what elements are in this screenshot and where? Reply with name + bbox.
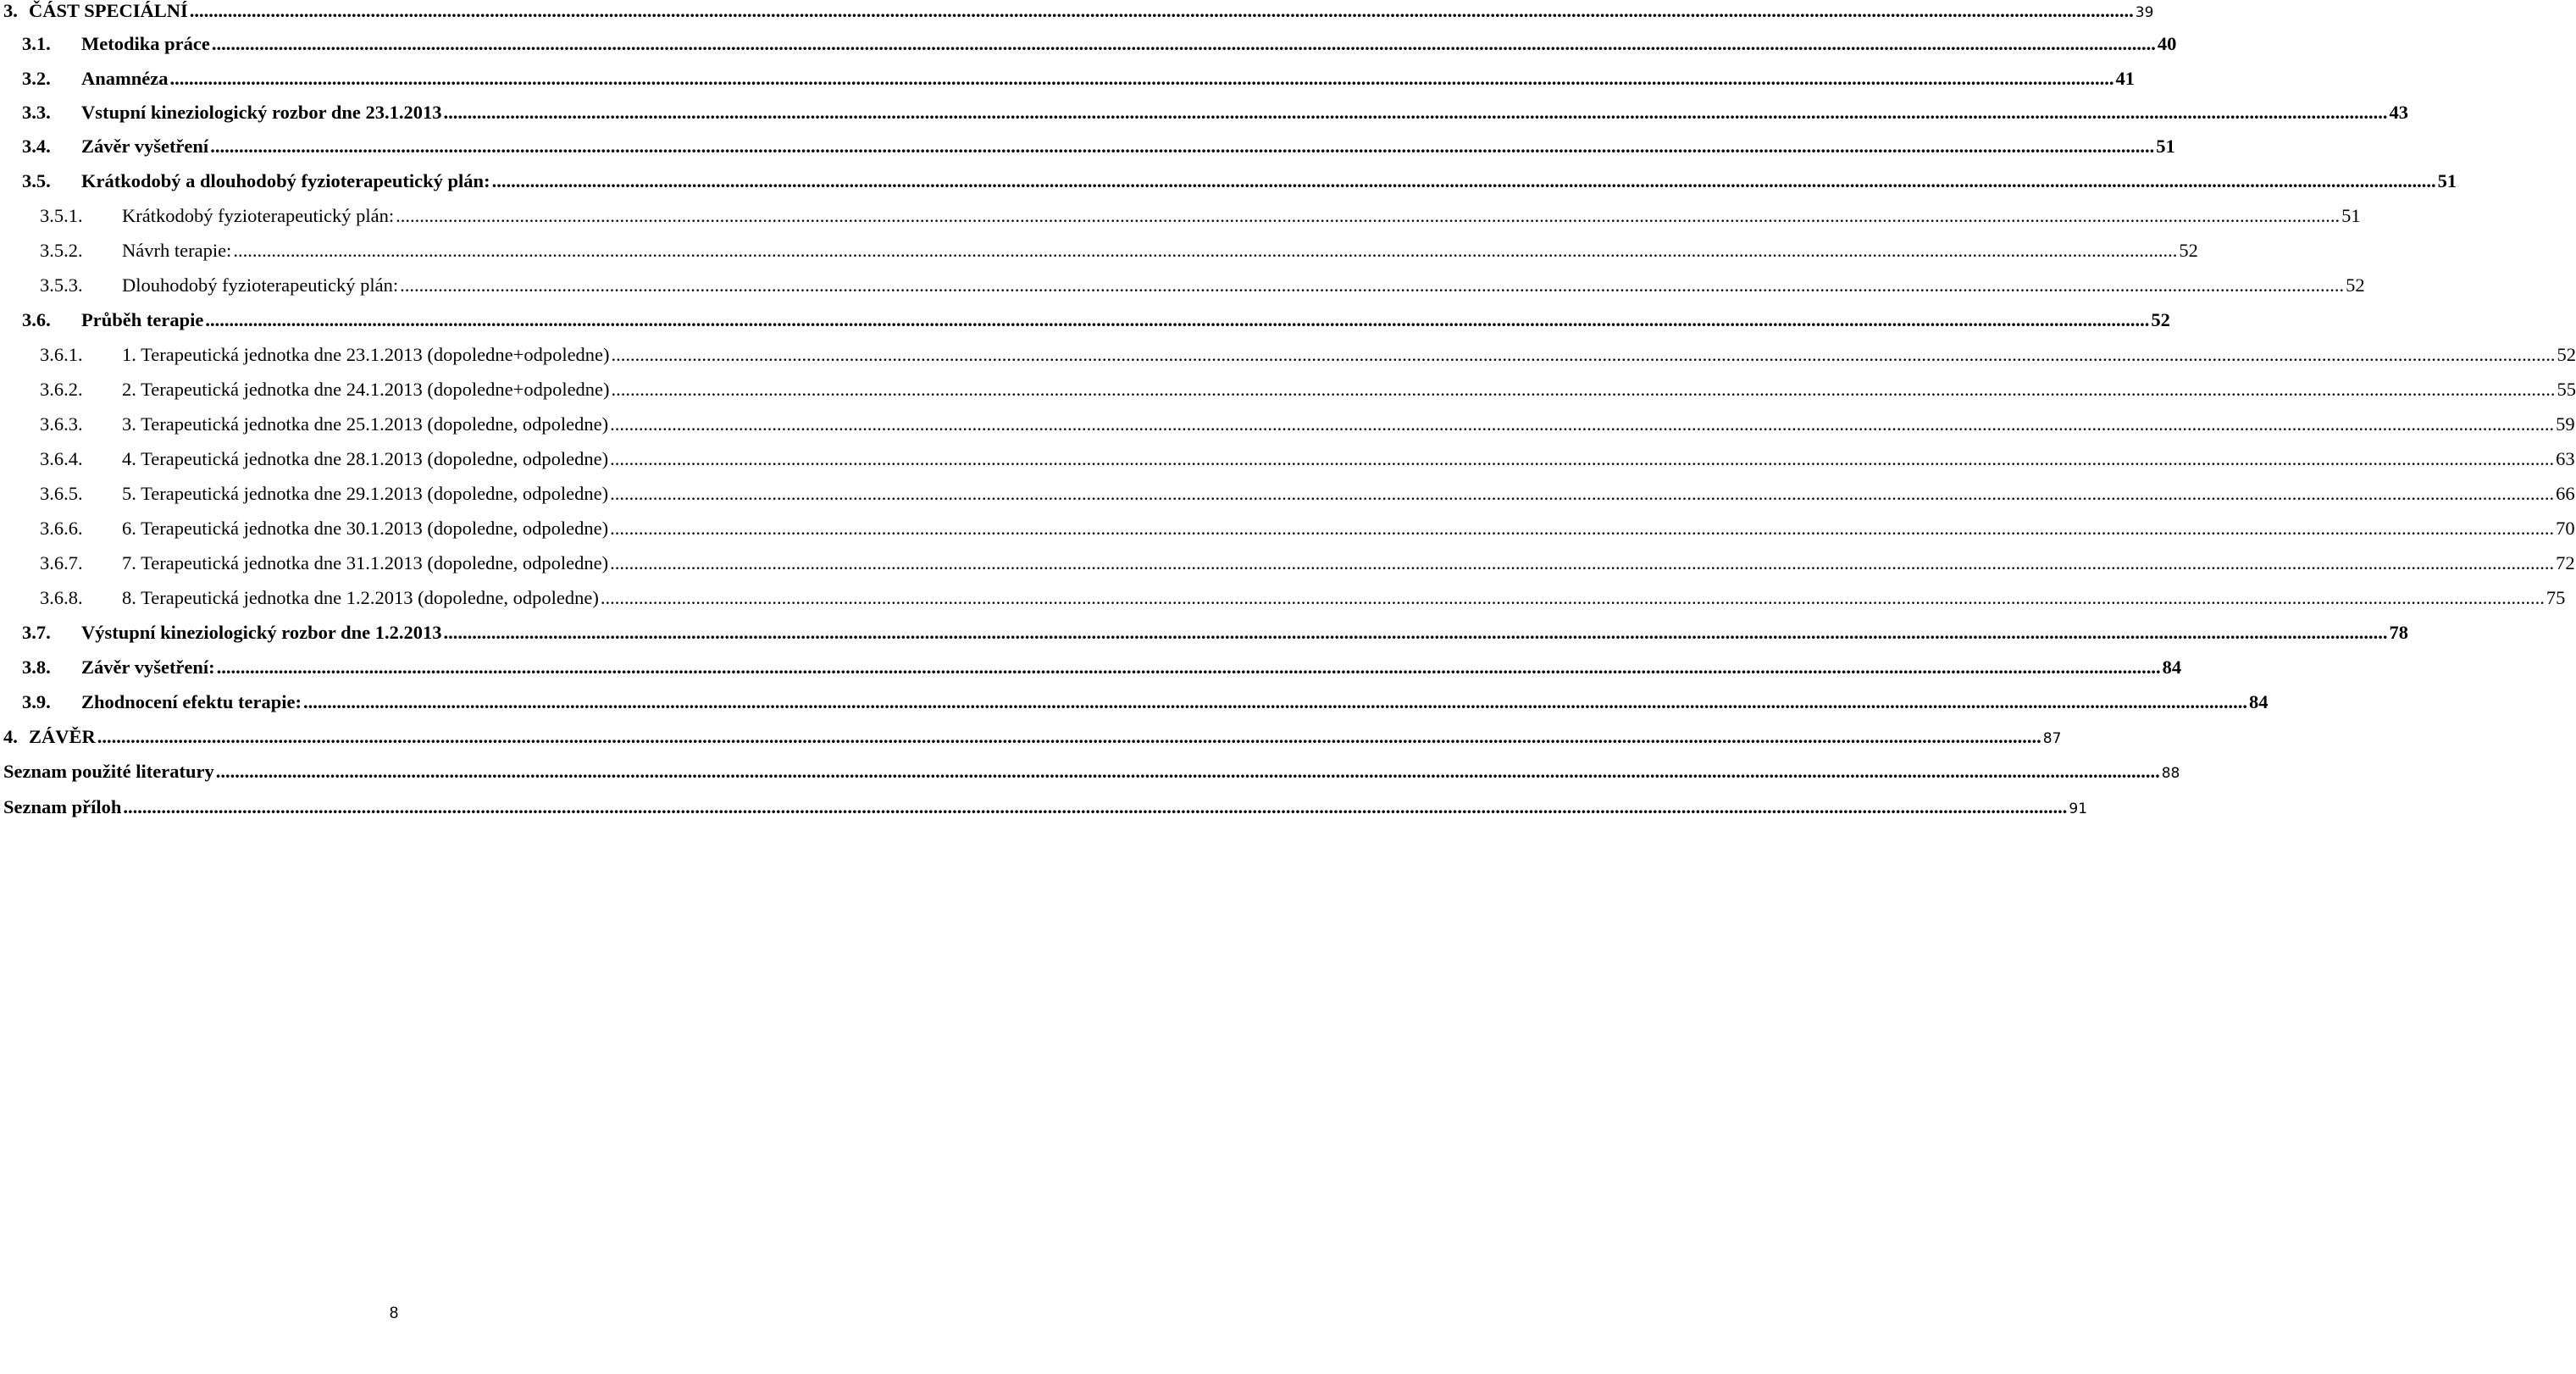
toc-entry-page: 75: [2546, 587, 2566, 608]
toc-entry-page: 52: [2557, 344, 2576, 365]
toc-entry-title: Seznam použité literatury: [3, 761, 214, 782]
dot-leader: [216, 761, 2160, 783]
toc-entry-number: 3.7.: [22, 622, 51, 643]
toc-entry-title: 6. Terapeutická jednotka dne 30.1.2013 (dopoledne, odpoledne): [122, 518, 609, 539]
dot-leader: [610, 483, 2554, 505]
toc-entry[interactable]: [0, 344, 2576, 378]
toc-entry-title: Krátkodobý a dlouhodobý fyzioterapeutický plán:: [81, 170, 490, 191]
toc-entry[interactable]: [0, 552, 2575, 586]
toc-entry-page: 84: [2248, 691, 2269, 712]
dot-leader: [396, 205, 2340, 227]
toc-entry-page: 63: [2556, 448, 2575, 469]
toc-entry-number: 3.6.8.: [40, 587, 83, 608]
toc-entry-page: 52: [2151, 309, 2170, 330]
dot-leader: [443, 622, 2387, 644]
toc-entry[interactable]: [0, 309, 2170, 343]
toc-entry-title: 8. Terapeutická jednotka dne 1.2.2013 (dopoledne, odpoledne): [122, 587, 599, 608]
toc-entry[interactable]: [0, 240, 2198, 274]
toc-entry-page: 87: [2042, 730, 2062, 747]
toc-entry[interactable]: [0, 657, 2182, 690]
toc-entry[interactable]: [0, 379, 2576, 413]
toc-entry-title: 5. Terapeutická jednotka dne 29.1.2013 (dopoledne, odpoledne): [122, 483, 609, 504]
toc-entry-title: Metodika práce: [81, 33, 210, 54]
dot-leader: [610, 518, 2554, 540]
dot-leader: [492, 170, 2436, 192]
toc-entry-page: 51: [2156, 136, 2175, 157]
toc-entry-number: 3.4.: [22, 136, 51, 157]
dot-leader: [123, 796, 2067, 818]
dot-leader: [303, 691, 2247, 713]
dot-leader: [610, 552, 2554, 574]
toc-entry-title: 4. Terapeutická jednotka dne 28.1.2013 (dopoledne, odpoledne): [122, 448, 609, 469]
toc-entry[interactable]: [0, 518, 2575, 551]
toc-entry-number: 3.6.4.: [40, 448, 83, 469]
toc-entry-title: 2. Terapeutická jednotka dne 24.1.2013 (dopoledne+odpoledne): [122, 379, 610, 400]
toc-entry-page: 55: [2557, 379, 2576, 400]
toc-entry[interactable]: [0, 33, 2177, 67]
toc-entry-number: 3.6.1.: [40, 344, 83, 365]
toc-entry-number: 4.: [3, 726, 18, 747]
toc-entry-page: 52: [2179, 240, 2198, 261]
toc-entry-number: 3.5.: [22, 170, 51, 191]
toc-entry[interactable]: [0, 0, 2154, 34]
dot-leader: [610, 413, 2554, 435]
page-number: 8: [389, 1305, 399, 1322]
toc-entry-title: Krátkodobý fyzioterapeutický plán:: [122, 205, 395, 226]
dot-leader: [612, 344, 2556, 366]
toc-entry-title: Průběh terapie: [81, 309, 204, 330]
toc-entry-page: 70: [2556, 518, 2575, 539]
toc-entry-title: Seznam příloh: [3, 796, 122, 817]
toc-entry[interactable]: [0, 205, 2361, 239]
toc-entry[interactable]: [0, 761, 2180, 795]
toc-entry-title: Výstupní kineziologický rozbor dne 1.2.2013: [81, 622, 442, 643]
toc-entry-title: Návrh terapie:: [122, 240, 232, 261]
dot-leader: [212, 33, 2156, 55]
toc-entry-page: 40: [2157, 33, 2177, 54]
toc-entry-page: 51: [2437, 170, 2457, 191]
toc-entry-number: 3.8.: [22, 657, 51, 678]
toc-entry[interactable]: [0, 102, 2408, 136]
toc-entry-page: 84: [2162, 657, 2182, 678]
toc-entry-page: 72: [2556, 552, 2575, 573]
toc-entry-number: 3.: [3, 0, 18, 21]
toc-entry-title: 1. Terapeutická jednotka dne 23.1.2013 (dopoledne+odpoledne): [122, 344, 610, 365]
dot-leader: [233, 240, 2177, 262]
dot-leader: [205, 309, 2149, 331]
toc-entry[interactable]: [0, 587, 2566, 621]
toc-entry-page: 59: [2556, 413, 2575, 435]
toc-entry[interactable]: [0, 136, 2175, 169]
toc-entry[interactable]: [0, 448, 2575, 482]
toc-entry[interactable]: [0, 483, 2575, 517]
toc-entry-number: 3.6.2.: [40, 379, 83, 400]
toc-entry-number: 3.6.7.: [40, 552, 83, 573]
toc-entry-number: 3.3.: [22, 102, 51, 123]
dot-leader: [97, 726, 2041, 748]
dot-leader: [443, 102, 2387, 124]
toc-entry-title: Vstupní kineziologický rozbor dne 23.1.2013: [81, 102, 442, 123]
toc-entry[interactable]: [0, 691, 2269, 725]
toc-entry-number: 3.2.: [22, 68, 51, 89]
dot-leader: [400, 274, 2344, 296]
toc-entry-number: 3.5.1.: [40, 205, 83, 226]
toc-entry-number: 3.5.2.: [40, 240, 83, 261]
toc-entry-title: Závěr vyšetření:: [81, 657, 215, 678]
toc-entry-number: 3.6.6.: [40, 518, 83, 539]
toc-entry[interactable]: [0, 622, 2408, 656]
toc-entry-page: 88: [2161, 765, 2180, 782]
dot-leader: [210, 136, 2154, 158]
toc-entry-title: Dlouhodobý fyzioterapeutický plán:: [122, 274, 399, 296]
toc-entry-number: 3.9.: [22, 691, 51, 712]
toc-entry-page: 91: [2069, 801, 2088, 817]
toc-entry-number: 3.6.3.: [40, 413, 83, 435]
toc-entry-number: 3.5.3.: [40, 274, 83, 296]
dot-leader: [190, 0, 2134, 22]
toc-entry-page: 78: [2389, 622, 2408, 643]
toc-entry-title: Závěr vyšetření: [81, 136, 209, 157]
toc-entry[interactable]: [0, 170, 2457, 204]
toc-entry-title: Zhodnocení efektu terapie:: [81, 691, 302, 712]
toc-entry-title: Anamnéza: [81, 68, 169, 89]
toc-entry[interactable]: [0, 274, 2365, 308]
toc-entry-number: 3.6.: [22, 309, 51, 330]
dot-leader: [610, 448, 2554, 470]
toc-entry-page: 43: [2389, 102, 2408, 123]
toc-entry-page: 39: [2135, 4, 2154, 21]
toc-entry-page: 52: [2346, 274, 2365, 296]
dot-leader: [612, 379, 2556, 401]
toc-entry-number: 3.1.: [22, 33, 51, 54]
toc-entry-page: 51: [2341, 205, 2361, 226]
toc-entry[interactable]: [0, 68, 2135, 102]
dot-leader: [217, 657, 2161, 679]
toc-entry[interactable]: [0, 796, 2088, 830]
toc-entry-page: 66: [2556, 483, 2575, 504]
toc-entry-title: 3. Terapeutická jednotka dne 25.1.2013 (dopoledne, odpoledne): [122, 413, 609, 435]
toc-entry-title: ZÁVĚR: [29, 726, 96, 747]
dot-leader: [601, 587, 2545, 609]
toc-entry[interactable]: [0, 413, 2575, 447]
toc-entry-page: 41: [2115, 68, 2135, 89]
dot-leader: [170, 68, 2114, 90]
toc-entry-title: ČÁST SPECIÁLNÍ: [29, 0, 188, 21]
toc-entry[interactable]: [0, 726, 2062, 760]
toc-entry-title: 7. Terapeutická jednotka dne 31.1.2013 (dopoledne, odpoledne): [122, 552, 609, 573]
toc-entry-number: 3.6.5.: [40, 483, 83, 504]
